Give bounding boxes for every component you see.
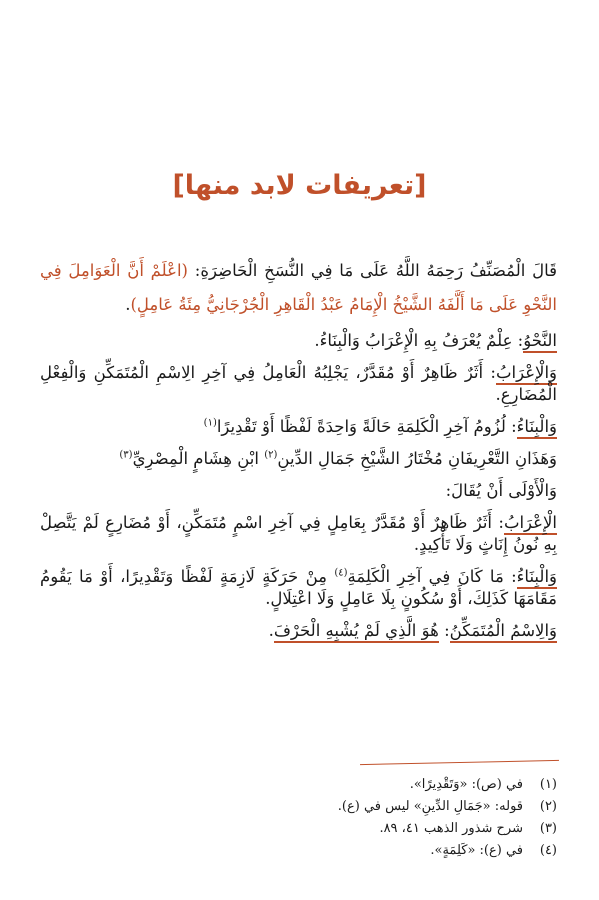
- def-irab-2-text: : أَثَرٌ ظَاهِرٌ أَوْ مُقَدَّرٌ بِعَامِلٍ فِي آخِرِ اسْمٍ مُتَمَكِّنٍ، أَوْ مُضَارِعٍ لَمْ يَتَّصِلْ بِهِ نُونُ إِنَاثٍ وَلَا تَأْكِيدٍ.: [40, 513, 557, 554]
- footnote-4: [40, 840, 557, 862]
- intro-paragraph: [40, 254, 557, 322]
- def-ism-sep: :: [438, 621, 450, 640]
- footnote-text: شرح شذور الذهب ٤١، ٨٩.: [379, 821, 523, 836]
- def-nahw: [40, 330, 557, 352]
- footnote-number: (٢): [539, 799, 557, 814]
- section-title: [تعريفات لابد منها]: [172, 170, 427, 201]
- term-irab-2: الْإِعْرَابُ: [504, 513, 557, 535]
- footnote-ref-3[interactable]: (٣): [119, 449, 133, 461]
- note-text-2: ابْنِ هِشَامٍ الْمِصْرِيِّ: [132, 449, 265, 468]
- footnote-ref-1[interactable]: (١): [203, 417, 217, 429]
- def-ism-text: هُوَ الَّذِي لَمْ يُشْبِهِ الْحَرْفَ: [274, 621, 439, 643]
- def-irab: [40, 362, 557, 406]
- def-ism-mutamakkin: [40, 620, 557, 642]
- def-nahw-text: : عِلْمٌ يُعْرَفُ بِهِ الْإِعْرَابُ وَالْبِنَاءُ.: [314, 331, 524, 350]
- def-irab-text: : أَثَرٌ ظَاهِرٌ أَوْ مُقَدَّرٌ، يَجْلِبُهُ الْعَامِلُ فِي آخِرِ الِاسْمِ الْمُتَمَكِّنِ وَالْفِعْلِ الْمُضَارِعِ.: [40, 363, 557, 404]
- footnote-text: قوله: «جَمَالِ الدِّينِ» ليس في (ع).: [337, 799, 523, 814]
- term-bina: وَالْبِنَاءُ: [517, 417, 557, 439]
- note-text: وَهَذَانِ التَّعْرِيفَانِ مُخْتَارُ الشَّيْخِ جَمَالِ الدِّينِ: [277, 449, 557, 468]
- footnote-1: [40, 774, 557, 796]
- def-bina-2: [40, 566, 557, 610]
- def-bina-2-text: : مَا كَانَ فِي آخِرِ الْكَلِمَةِ: [347, 567, 517, 586]
- better-intro-text: وَالْأَوْلَى أَنْ يُقَالَ:: [445, 481, 557, 500]
- footnotes: [40, 774, 557, 862]
- footnote-ref-4[interactable]: (٤): [334, 567, 348, 579]
- footnote-text: في (ص): «وَتَقْدِيرًا».: [409, 777, 523, 792]
- footnote-number: (٤): [539, 843, 557, 858]
- footnote-separator: [360, 760, 559, 765]
- footnote-2: [40, 796, 557, 818]
- term-ism-mutamakkin: وَالِاسْمُ الْمُتَمَكِّنُ: [450, 621, 557, 643]
- two-definitions-note: [40, 448, 557, 470]
- def-bina: [40, 416, 557, 438]
- def-irab-2: [40, 512, 557, 556]
- footnote-number: (١): [539, 777, 557, 792]
- footnote-number: (٣): [539, 821, 557, 836]
- intro-lead: قَالَ الْمُصَنِّفُ رَحِمَهُ اللَّهُ عَلَى مَا فِي النُّسَخِ الْحَاضِرَةِ:: [188, 261, 558, 280]
- def-bina-text: : لُزُومُ آخِرِ الْكَلِمَةِ حَالَةً وَاحِدَةً لَفْظًا أَوْ تَقْدِيرًا: [216, 417, 517, 436]
- footnote-text: في (ع): «كَلِمَةٍ».: [430, 843, 523, 858]
- better-definition-intro: [40, 480, 557, 502]
- def-ism-end: .: [268, 621, 274, 640]
- main-text: [40, 254, 557, 652]
- term-nahw: النَّحْوُ: [523, 331, 557, 353]
- intro-end: .: [125, 295, 131, 314]
- footnote-3: [40, 818, 557, 840]
- term-irab: وَالْإِعْرَابُ: [496, 363, 557, 385]
- term-bina-2: وَالْبِنَاءُ: [517, 567, 557, 589]
- intro-quote: (اعْلَمْ أَنَّ الْعَوَامِلَ فِي النَّحْوِ عَلَى مَا أَلَّفَهُ الشَّيْخُ الْإِمَامُ عَبْدُ الْقَاهِرِ الْجُرْجَانِيُّ مِئَةُ عَامِلٍ): [40, 261, 557, 314]
- def-bina-2-text-2: مِنْ حَرَكَةٍ لَازِمَةٍ لَفْظًا وَتَقْدِيرًا، أَوْ مَا يَقُومُ مَقَامَهَا كَذَلِكَ، أَوْ سُكُونٍ بِلَا عَامِلٍ وَلَا اعْتِلَالٍ.: [40, 567, 557, 608]
- footnote-ref-2[interactable]: (٢): [264, 449, 278, 461]
